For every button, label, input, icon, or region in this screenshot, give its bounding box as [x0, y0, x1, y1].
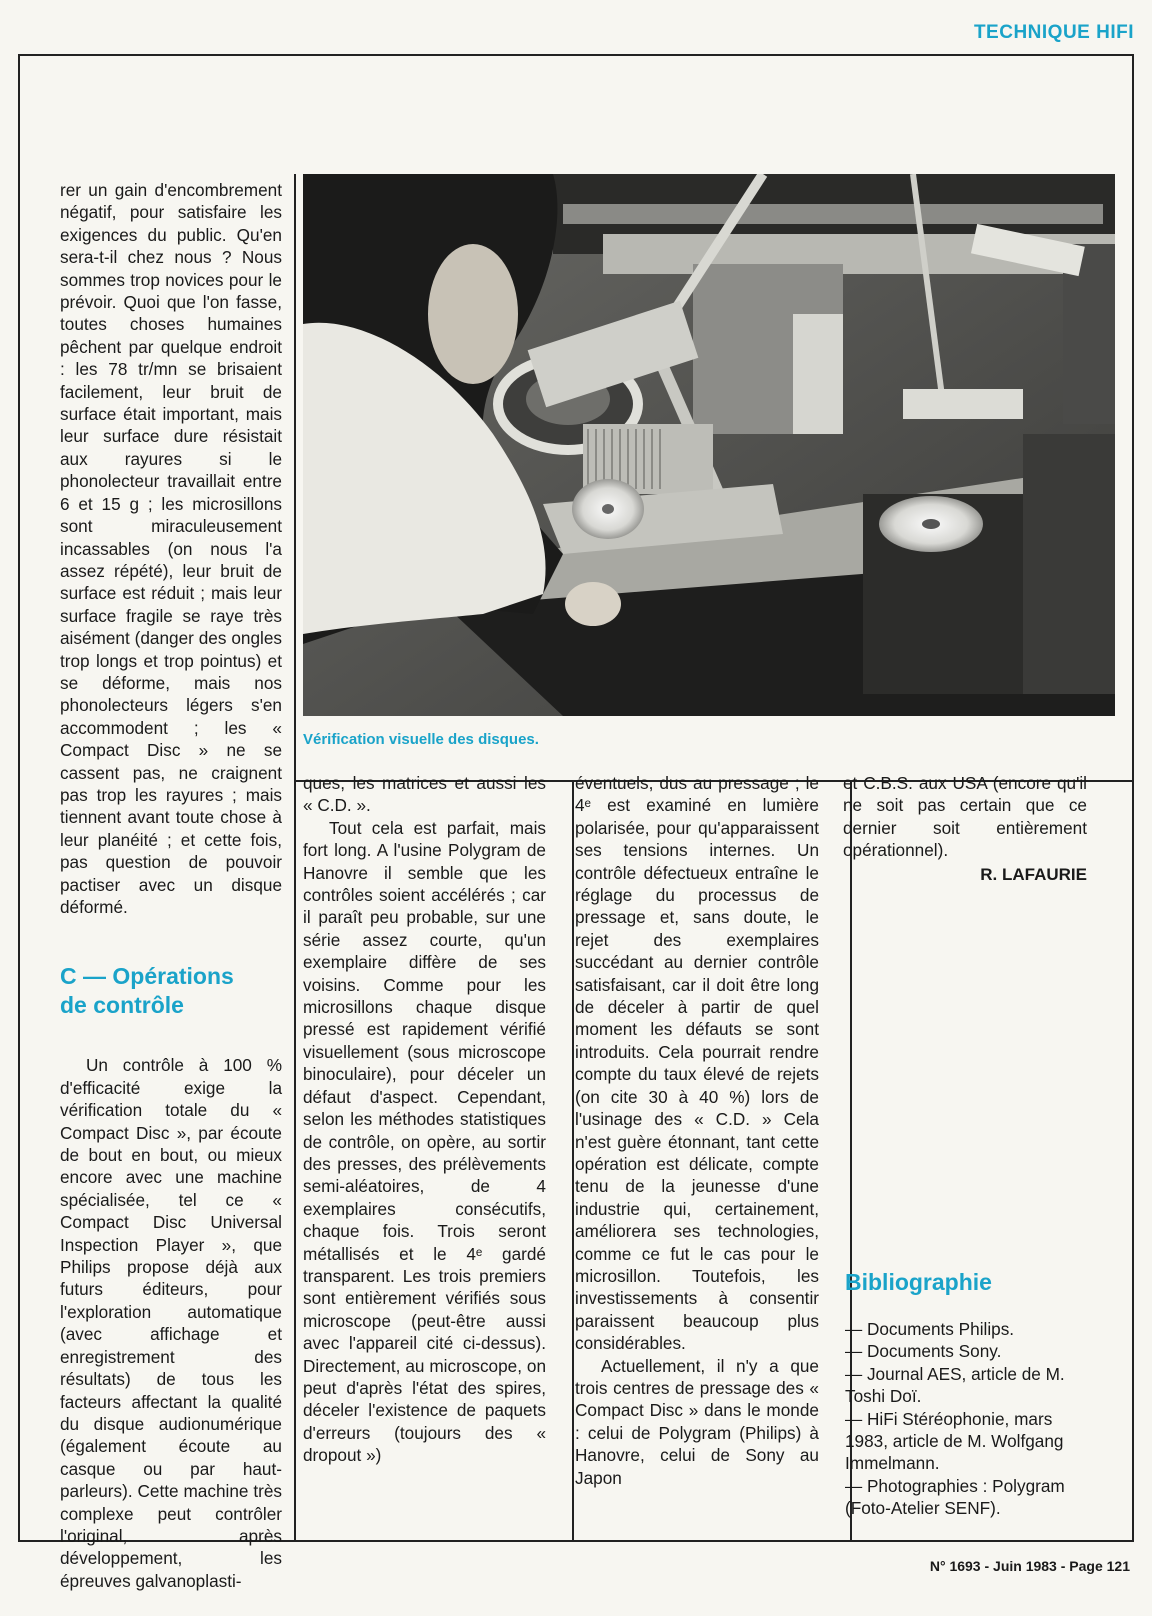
- column-1: [60, 179, 282, 1592]
- column-2-paragraph-1: ques, les matrices et aussi les « C.D. ».: [303, 773, 546, 816]
- bibliography-item: — Photographies : Polygram (Foto-Atelier SENF).: [845, 1475, 1065, 1519]
- bibliography-item: — HiFi Stéréophonie, mars 1983, article de M. Wolfgang Immelmann.: [845, 1408, 1064, 1474]
- column-4-paragraph-1: et C.B.S. aux USA (encore qu'il ne soit pas certain que ce dernier soit entièrement opérationnel).: [843, 773, 1087, 861]
- page-footer: N° 1693 - Juin 1983 - Page 121: [929, 1558, 1130, 1574]
- bibliography-heading: Bibliographie: [845, 1269, 992, 1295]
- bibliography-item: — Journal AES, article de M. Toshi Doï.: [845, 1363, 1065, 1407]
- photo-illustration: [303, 174, 1115, 716]
- column-4: [843, 772, 1087, 886]
- section-heading-line-2: de contrôle: [60, 992, 184, 1019]
- bibliography-item: — Documents Philips.: [845, 1319, 1015, 1339]
- right-rule: [1132, 54, 1134, 1542]
- photo-caption: Vérification visuelle des disques.: [303, 731, 539, 748]
- photo-disc-inspection: [303, 174, 1115, 716]
- column-rule-1: [294, 174, 296, 1542]
- bibliography-item: — Documents Sony.: [845, 1341, 1002, 1362]
- bibliography-list: [845, 1318, 1065, 1520]
- top-rule: [18, 54, 1134, 56]
- section-heading: [60, 962, 282, 1020]
- column-1-paragraph-2: Un contrôle à 100 % d'efficacité exige la vérification totale du « Compact Disc », par écoute de bout en bout, ou mieux encore avec une machine spécialisée, tel ce « Compact Disc Universal Inspection Player », que Philips propose déjà aux futurs éditeurs, pour l'exploration automatique (avec affichage et enregistrement des résultats) de tous les facteurs affectant la qualité du disque audionumérique (également écoute au casque ou par haut-parleurs). Cette machine très complexe peut contrôler l'original, après développement, les épreuves galvanoplasti-: [60, 1055, 282, 1591]
- left-rule: [18, 54, 20, 1542]
- column-2: [303, 772, 546, 1467]
- column-3: [575, 772, 819, 1489]
- section-header: TECHNIQUE HIFI: [973, 22, 1134, 43]
- column-2-paragraph-2: Tout cela est parfait, mais fort long. A l'usine Polygram de Hanovre il semble que les contrôles soient accélérés ; car il paraît peu probable, sur une série assez courte, qu'un exemplaire diffère de ses voisins. Comme pour les microsillons chaque disque pressé est rapidement vérifié visuellement (sous microscope binoculaire), pour déceler un défaut d'aspect. Cependant, selon les méthodes statistiques de contrôle, on opère, au sortir des presses, des prélèvements semi-aléatoires, de 4 exemplaires consécutifs, chaque fois. Trois seront métallisés et le 4ᵉ gardé transparent. Les trois premiers sont entièrement vérifiés sous microscope (peut-être aussi avec l'appareil cité ci-dessus). Directement, au microscope, on peut d'après l'état des spires, déceler l'existence de paquets d'erreurs (toujours des « dropout »): [303, 817, 546, 1466]
- column-3-paragraph-2: Actuellement, il n'y a que trois centres de pressage des « Compact Disc » dans le monde : celui de Polygram (Philips) à Hanovre, celui de Sony au Japon: [575, 1355, 819, 1488]
- section-heading-line-1: C — Opérations: [60, 963, 234, 990]
- column-rule-2: [572, 780, 574, 1542]
- author-signature: R. LAFAURIE: [980, 864, 1087, 884]
- column-3-paragraph-1: éventuels, dus au pressage ; le 4ᵉ est examiné en lumière polarisée, pour qu'apparaissent ses tensions internes. Un contrôle défectueux entraîne le réglage du processus de pressage et, sans doute, le rejet des exemplaires succédant au dernier contrôle satisfaisant, car il doit être long de déceler à partir de quel moment les défauts se sont introduits. Cela pourrait rendre compte du taux élevé de rejets (on cite 30 à 40 %) lors de l'usinage des « C.D. » Cela n'est guère étonnant, tant cette opération est délicate, compte tenu de la jeunesse d'une industrie qui, certainement, améliorera ses technologies, comme ce fut le cas pour le microsillon. Toutefois, les investissements à consentir paraissent beaucoup plus considérables.: [575, 773, 819, 1354]
- column-1-paragraph: rer un gain d'encombrement négatif, pour satisfaire les exigences du public. Qu'en sera-t-il chez nous ? Nous sommes trop novices pour le prévoir. Quoi que l'on fasse, toutes choses humaines pêchent par quelque endroit : les 78 tr/mn se brisaient facilement, leur bruit de surface était important, mais leur surface dure résistait aux rayures si le phonolecteur travaillait entre 6 et 15 g ; les microsillons sont miraculeusement incassables (on nous l'a assez répété), leur bruit de surface est réduit ; mais leur surface fragile se raye très aisément (danger des ongles trop longs et trop pointus) et se déforme, mais nos phonolecteurs légers s'en accommodent ; les « Compact Disc » ne se cassent pas, ne craignent pas trop les rayures ; mais tiennent avant toute chose à leur planéité ; et cette fois, pas question de pouvoir pactiser avec un disque déformé.: [60, 180, 282, 917]
